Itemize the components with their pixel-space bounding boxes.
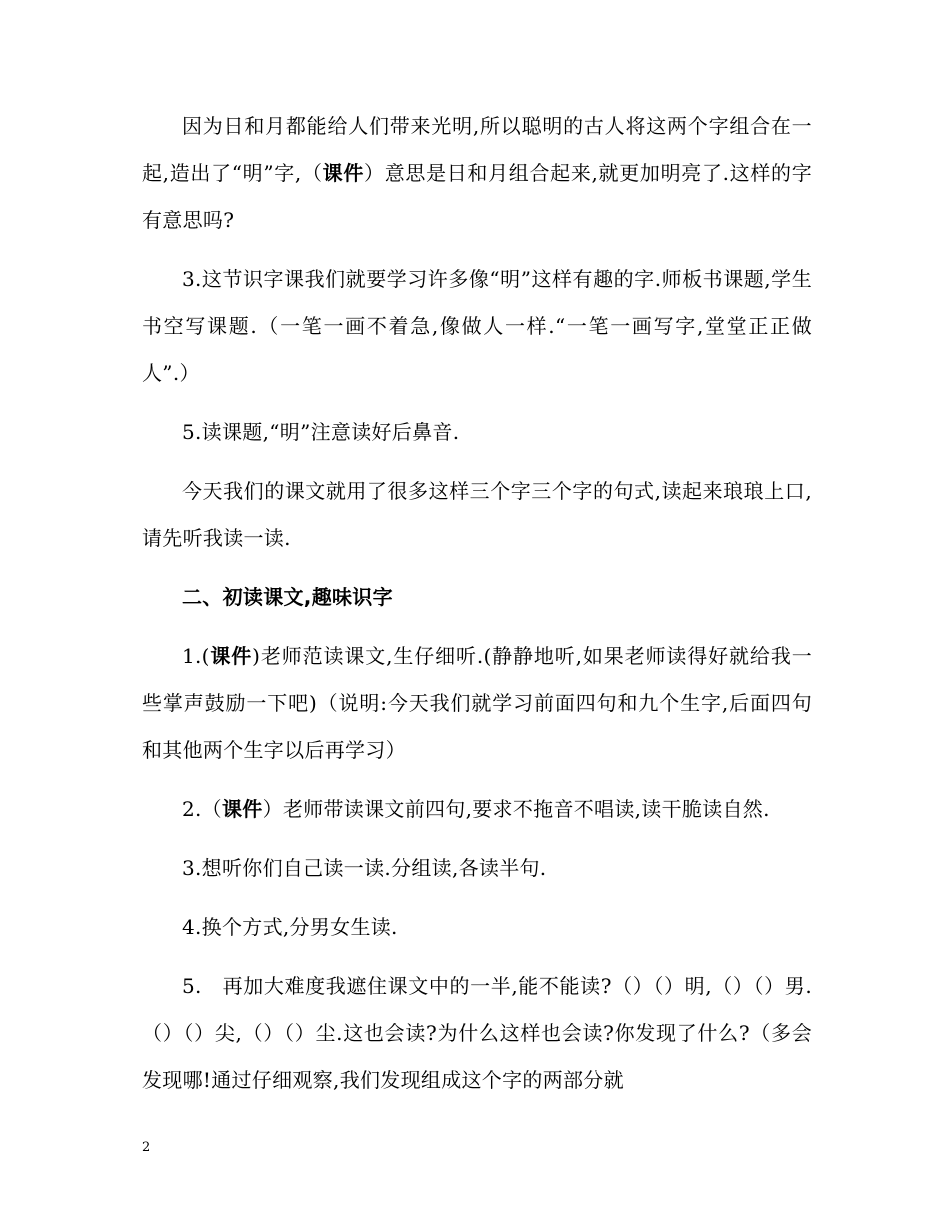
paragraph-p7 bbox=[142, 845, 812, 892]
paragraph-text: 因为日和月都能给人们带来光明,所以聪明的古人将这两个字组合在一起,造出了“明”字,（ bbox=[142, 114, 812, 185]
paragraph-text: 1.( bbox=[182, 644, 210, 668]
paragraph-text: 4.换个方式,分男女生读. bbox=[182, 915, 398, 939]
section-heading-text: 二、初读课文,趣味识字 bbox=[182, 585, 393, 609]
paragraph-text: ）意思是日和月组合起来,就更加明亮了.这样的字有意思吗? bbox=[142, 161, 813, 232]
paragraph-text: ）老师带读课文前四句,要求不拖音不唱读,读干脆读自然. bbox=[262, 797, 770, 821]
paragraph-text: 3.想听你们自己读一读.分组读,各读半句. bbox=[182, 856, 547, 880]
paragraph-p6 bbox=[142, 786, 812, 833]
bold-keyword-courseware: 课件 bbox=[209, 644, 253, 668]
paragraph-text: 3.这节识字课我们就要学习许多像“明”这样有趣的字.师板书课题,学生书空写课题.（一笔一画不着急,像做人一样.“一笔一画写字,堂堂正正做人”.） bbox=[142, 267, 812, 385]
paragraph-text: 2.（ bbox=[182, 797, 222, 821]
paragraph-p9 bbox=[142, 963, 812, 1104]
paragraph-p3 bbox=[142, 409, 812, 456]
bold-keyword-courseware: 课件 bbox=[221, 797, 263, 821]
paragraph-text: 5. 再加大难度我遮住课文中的一半,能不能读?（）（）明,（）（）男.（）（）尖,（）（）尘.这也会读?为什么这样也会读?你发现了什么?（多会发现哪!通过仔细观察,我们发现组成这个字的两部分就 bbox=[142, 974, 812, 1092]
paragraph-p5 bbox=[142, 633, 812, 774]
paragraph-p8 bbox=[142, 904, 812, 951]
paragraph-p2 bbox=[142, 256, 812, 397]
paragraph-text: 今天我们的课文就用了很多这样三个字三个字的句式,读起来琅琅上口,请先听我读一读. bbox=[142, 479, 812, 550]
paragraph-p1 bbox=[142, 103, 812, 244]
bold-keyword-courseware: 课件 bbox=[322, 161, 365, 185]
document-body bbox=[142, 103, 812, 1116]
section-heading bbox=[142, 574, 812, 621]
page-number: 2 bbox=[142, 1140, 151, 1155]
paragraph-text: 5.读课题,“明”注意读好后鼻音. bbox=[182, 420, 460, 444]
paragraph-text: )老师范读课文,生仔细听.(静静地听,如果老师读得好就给我一些掌声鼓励一下吧)（说明:今天我们就学习前面四句和九个生字,后面四句和其他两个生字以后再学习） bbox=[142, 644, 812, 762]
paragraph-p4 bbox=[142, 468, 812, 562]
